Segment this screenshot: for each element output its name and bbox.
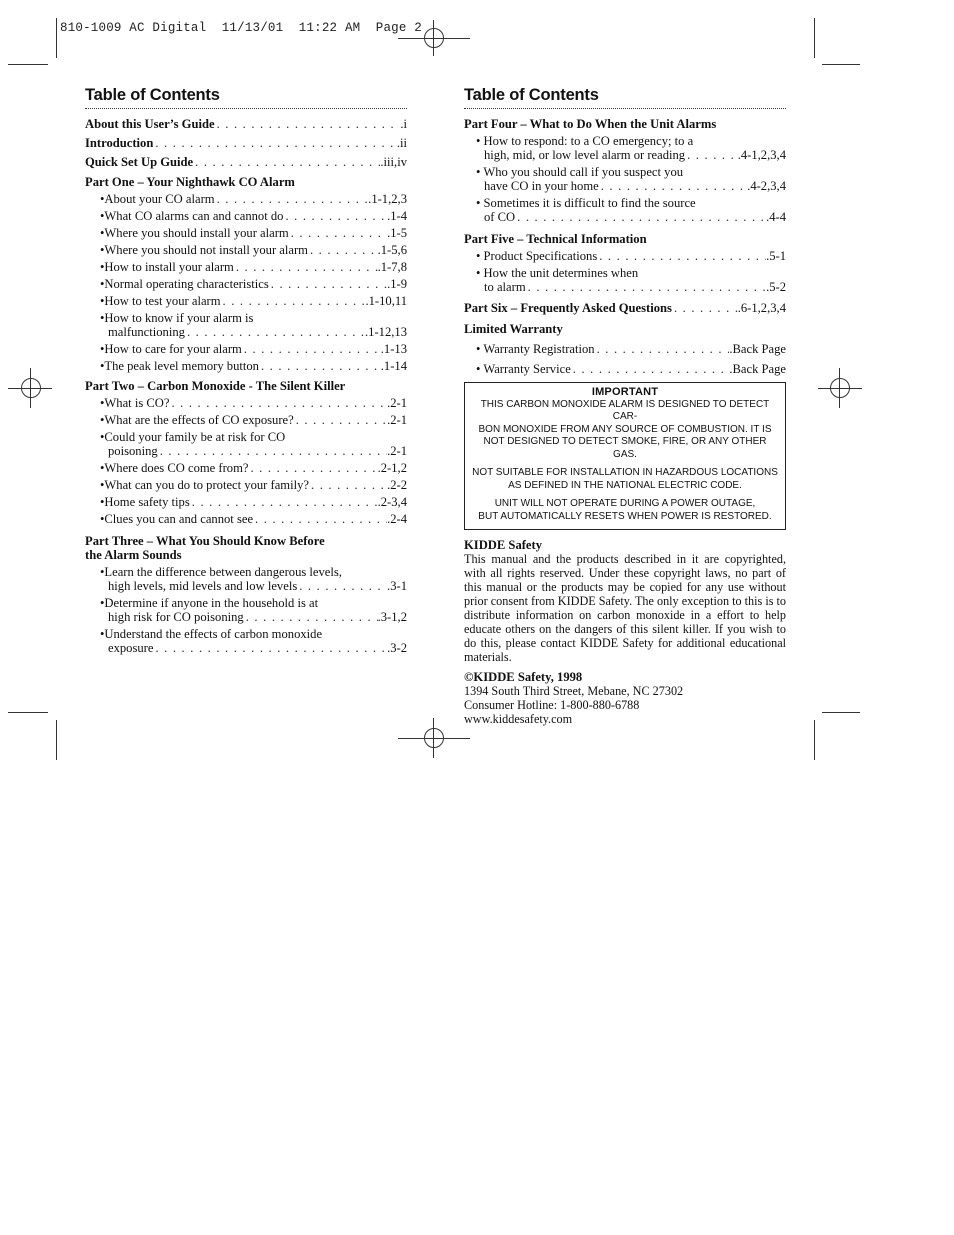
registration-line [30, 368, 31, 408]
toc-item[interactable]: • How the unit determines when to alarm . . . .5-2 [464, 266, 786, 294]
page-title: Table of Contents [85, 86, 407, 109]
toc-item[interactable]: • How to respond: to a CO emergency; to a high, mid, or low level alarm or reading . . . .4-1,2,3,4 [464, 134, 786, 162]
registration-line [433, 718, 434, 758]
kidde-heading: KIDDE Safety [464, 538, 543, 552]
registration-line [433, 20, 434, 56]
print-slug: 810-1009 AC Digital 11/13/01 11:22 AM Page 2 [60, 21, 422, 35]
toc-item[interactable]: • Sometimes it is difficult to find the source of CO . . . .4-4 [464, 196, 786, 224]
section-heading: Part Four – What to Do When the Unit Alarms [464, 117, 717, 131]
crop-mark [8, 64, 48, 65]
toc-item[interactable]: •Determine if anyone in the household is at high risk for CO poisoning . . . .3-1,2 [85, 596, 407, 624]
toc-item[interactable]: •About your CO alarm . . . .1-1,2,3 [85, 192, 407, 206]
toc-item[interactable]: •Clues you can and cannot see . . . .2-4 [85, 512, 407, 526]
crop-mark [56, 720, 57, 760]
registration-line [839, 368, 840, 408]
section-heading: Part Three – What You Should Know Before the Alarm Sounds [85, 534, 325, 562]
address: 1394 South Third Street, Mebane, NC 27302 [464, 684, 684, 698]
toc-item[interactable]: •Could your family be at risk for CO poisoning . . . .2-1 [85, 430, 407, 458]
website-link[interactable]: www.kiddesafety.com [464, 712, 573, 726]
toc-entry[interactable]: Quick Set Up Guide . . . .iii,iv [85, 155, 407, 169]
toc-item[interactable]: •What is CO? . . . .2-1 [85, 396, 407, 410]
crop-mark [56, 18, 57, 58]
toc-item[interactable]: •Where does CO come from? . . . .2-1,2 [85, 461, 407, 475]
toc-item[interactable]: •What can you do to protect your family? . . . .2-2 [85, 478, 407, 492]
toc-item[interactable]: •Understand the effects of carbon monoxide exposure . . . .3-2 [85, 627, 407, 655]
toc-left-column [85, 86, 407, 655]
registration-line [818, 388, 862, 389]
toc-item[interactable]: •Normal operating characteristics . . . .1-9 [85, 277, 407, 291]
crop-mark [822, 64, 860, 65]
toc-item[interactable]: •Home safety tips . . . .2-3,4 [85, 495, 407, 509]
registration-line [398, 38, 470, 39]
section-heading: Part One – Your Nighthawk CO Alarm [85, 175, 295, 189]
toc-entry[interactable]: Part Six – Frequently Asked Questions . . . .6-1,2,3,4 [464, 301, 786, 315]
crop-mark [814, 18, 815, 58]
crop-mark [8, 712, 48, 713]
section-heading: Part Five – Technical Information [464, 232, 647, 246]
crop-mark [822, 712, 860, 713]
section-heading: Limited Warranty [464, 322, 563, 336]
toc-right-column [464, 86, 786, 726]
copyright-line: ©KIDDE Safety, 1998 [464, 670, 583, 684]
page-title: Table of Contents [464, 86, 786, 109]
toc-item[interactable]: •How to install your alarm . . . .1-7,8 [85, 260, 407, 274]
toc-item[interactable]: •Where you should install your alarm . . . .1-5 [85, 226, 407, 240]
toc-item[interactable]: •How to know if your alarm is malfunctioning . . . .1-12,13 [85, 311, 407, 339]
toc-item[interactable]: •How to test your alarm . . . .1-10,11 [85, 294, 407, 308]
toc-item[interactable]: •What are the effects of CO exposure? . . . .2-1 [85, 413, 407, 427]
toc-item[interactable]: •The peak level memory button . . . .1-14 [85, 359, 407, 373]
toc-entry[interactable]: Introduction . . . .ii [85, 136, 407, 150]
toc-item[interactable]: •What CO alarms can and cannot do . . . .1-4 [85, 209, 407, 223]
registration-line [398, 738, 470, 739]
toc-item[interactable]: •How to care for your alarm . . . .1-13 [85, 342, 407, 356]
consumer-hotline: Consumer Hotline: 1-800-880-6788 [464, 698, 640, 712]
toc-item[interactable]: • Who you should call if you suspect you have CO in your home . . . .4-2,3,4 [464, 165, 786, 193]
section-heading: Part Two – Carbon Monoxide - The Silent Killer [85, 379, 346, 393]
toc-item[interactable]: • Warranty Service . . . .Back Page [464, 362, 786, 376]
copyright-notice: This manual and the products described in it are copyrighted, with all rights reserved. Under these copyright laws, no part of this manual or the products may be copied for any use without prior consent from KIDDE Safety. The only exception to this is to distribute information on carbon monoxide in a effort to help educate others on the dangers of this silent killer. If you wish to do this, please contact KIDDE Safety for additional educational materials. [464, 552, 786, 664]
crop-mark [814, 720, 815, 760]
toc-item[interactable]: • Product Specifications . . . .5-1 [464, 249, 786, 263]
toc-item[interactable]: • Warranty Registration . . . .Back Page [464, 342, 786, 356]
toc-entry[interactable]: About this User’s Guide . . . .i [85, 117, 407, 131]
important-notice: IMPORTANT THIS CARBON MONOXIDE ALARM IS DESIGNED TO DETECT CAR- BON MONOXIDE FROM ANY SOURCE OF COMBUSTION. IT IS NOT DESIGNED TO DETECT SMOKE, FIRE, OR ANY OTHER GAS. NOT SUITABLE FOR INSTALLATION IN HAZARDOUS LOCATIONS AS DEFINED IN THE NATIONAL ELECTRIC CODE. UNIT WILL NOT OPERATE DURING A POWER OUTAGE, BUT AUTOMATICALLY RESETS WHEN POWER IS RESTORED. [464, 382, 786, 530]
toc-item[interactable]: •Where you should not install your alarm . . . .1-5,6 [85, 243, 407, 257]
toc-item[interactable]: •Learn the difference between dangerous levels, high levels, mid levels and low levels . . . .3-1 [85, 565, 407, 593]
